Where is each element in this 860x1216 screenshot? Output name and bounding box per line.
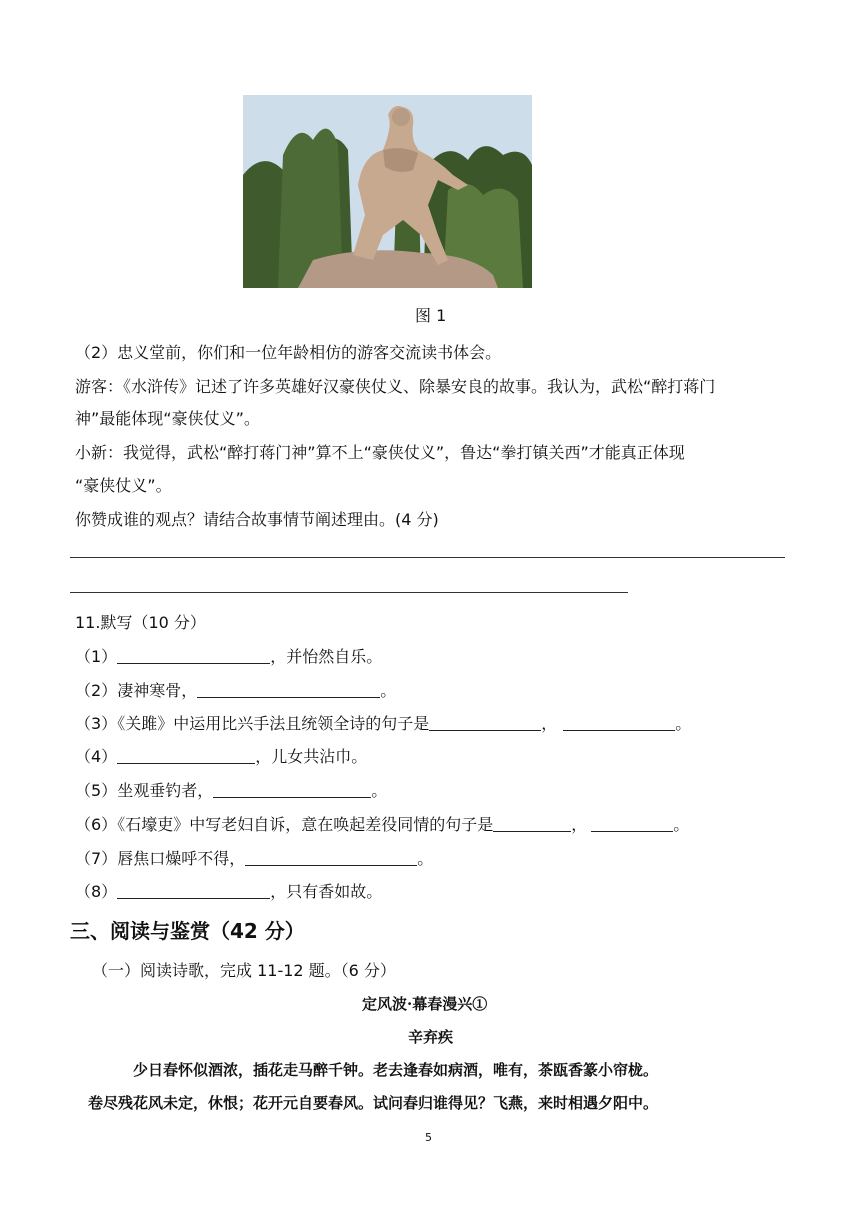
fill-blank[interactable] <box>591 817 673 832</box>
fill-blank[interactable] <box>245 851 417 866</box>
xiaoxin-line-2: “豪侠仗义”。 <box>75 476 172 495</box>
item-text: 唇焦口燥呼不得， <box>117 849 246 868</box>
item-text: ，儿女共沾巾。 <box>255 747 368 766</box>
figure-caption: 图 1 <box>415 306 447 325</box>
q11-title: 11.默写（10 分） <box>75 613 206 632</box>
page-number: 5 <box>425 1131 432 1144</box>
fill-blank[interactable] <box>213 783 371 798</box>
fill-blank[interactable] <box>117 884 270 899</box>
poem-title: 定风波·幕春漫兴① <box>362 995 488 1013</box>
item-text: 。 <box>675 714 692 733</box>
visitor-line-1: 游客：《水浒传》记述了许多英雄好汉豪侠仗义、除暴安良的故事。我认为，武松“醉打蒋门 <box>75 377 716 396</box>
fill-blank[interactable] <box>117 749 255 764</box>
item-number: （5） <box>75 781 118 800</box>
q10-2-prompt: （2）忠义堂前，你们和一位年龄相仿的游客交流读书体会。 <box>75 343 502 362</box>
xiaoxin-line-1: 小新：我觉得，武松“醉打蒋门神”算不上“豪侠仗义”，鲁达“拳打镇关西”才能真正体现 <box>75 443 685 462</box>
answer-line-1[interactable] <box>70 557 785 558</box>
section-heading: 三、阅读与鉴赏（42 分） <box>70 919 305 943</box>
item-number: （7） <box>75 849 118 868</box>
item-text: ，只有香如故。 <box>270 882 383 901</box>
item-text: ，并怡然自乐。 <box>270 647 383 666</box>
fill-blank[interactable] <box>117 649 270 664</box>
fill-blank[interactable] <box>429 716 541 731</box>
poem-line-1: 少日春怀似酒浓，插花走马醉千钟。老去逢春如病酒，唯有，茶瓯香篆小帘栊。 <box>133 1061 659 1079</box>
statue-photo <box>243 95 532 288</box>
item-number: （4） <box>75 747 118 766</box>
q11-item-5 <box>75 778 387 801</box>
q11-item-2 <box>75 678 396 701</box>
item-text: 凄神寒骨， <box>117 681 198 700</box>
statue-illustration <box>243 95 532 288</box>
item-text: ， <box>541 714 558 733</box>
poem-author: 辛弃疾 <box>408 1028 454 1046</box>
q11-item-7 <box>75 846 433 869</box>
item-text: 。 <box>417 849 434 868</box>
fill-blank[interactable] <box>493 817 571 832</box>
q10-2-question: 你赞成谁的观点？请结合故事情节阐述理由。(4 分) <box>75 510 439 529</box>
fill-blank[interactable] <box>563 716 675 731</box>
visitor-line-2: 神”最能体现“豪侠仗义”。 <box>75 409 260 428</box>
q11-item-6 <box>75 812 689 835</box>
fill-blank[interactable] <box>197 683 380 698</box>
q11-item-3 <box>75 711 691 734</box>
q11-item-8 <box>75 879 382 902</box>
item-number: （1） <box>75 647 118 666</box>
item-text: 《关雎》中运用比兴手法且统领全诗的句子是 <box>117 714 430 733</box>
item-number: （6） <box>75 815 118 834</box>
item-text: 。 <box>371 781 388 800</box>
item-text: ， <box>571 815 588 834</box>
poem-line-2: 卷尽残花风未定，休恨；花开元自要春风。试问春归谁得见？飞燕，来时相遇夕阳中。 <box>88 1094 659 1112</box>
q11-item-4 <box>75 744 367 767</box>
q11-item-1 <box>75 644 382 667</box>
item-text: 《石壕吏》中写老妇自诉，意在唤起差役同情的句子是 <box>117 815 494 834</box>
item-number: （3） <box>75 714 118 733</box>
answer-line-2[interactable] <box>70 592 628 593</box>
item-text: 。 <box>673 815 690 834</box>
item-number: （8） <box>75 882 118 901</box>
item-text: 坐观垂钓者， <box>117 781 214 800</box>
item-number: （2） <box>75 681 118 700</box>
section-subheading: （一）阅读诗歌，完成 11-12 题。（6 分） <box>92 961 396 980</box>
item-text: 。 <box>380 681 397 700</box>
